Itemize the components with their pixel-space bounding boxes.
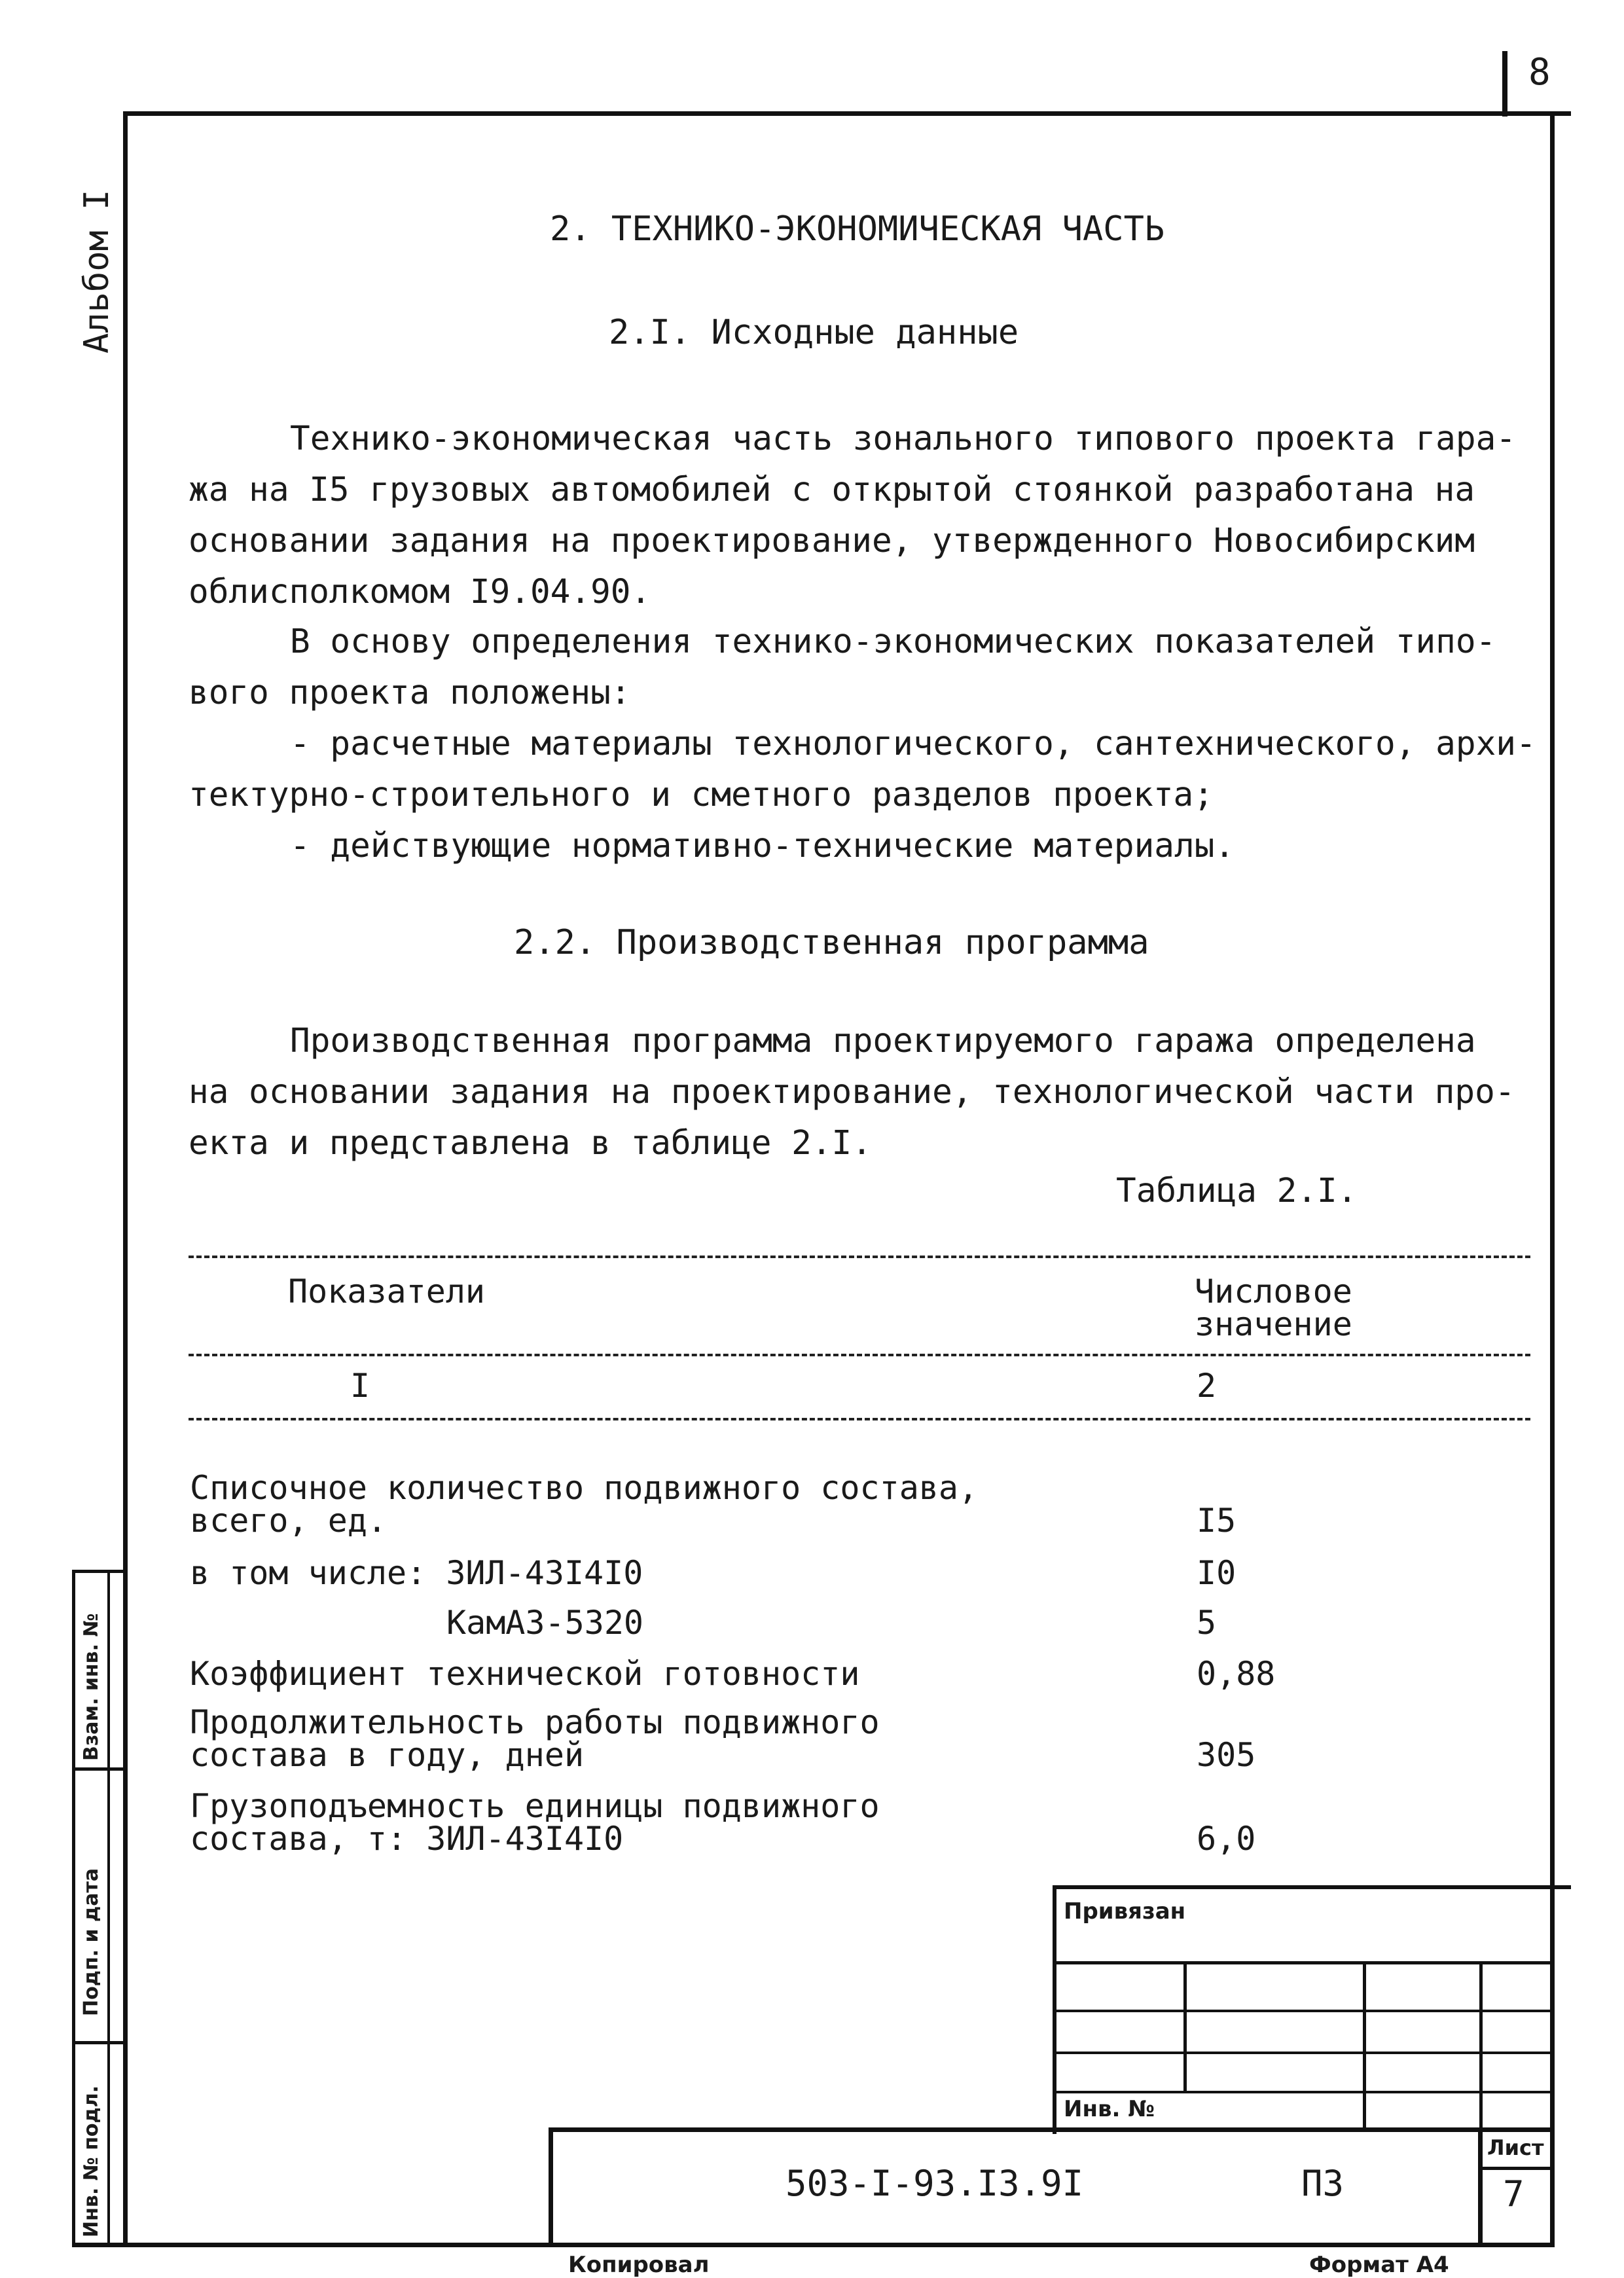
row-label: состава, т: ЗИЛ-43I4I0	[190, 1820, 624, 1858]
table-caption: Таблица 2.I.	[1116, 1172, 1358, 1210]
paragraph-2	[189, 617, 1496, 719]
privyazan-label: Привязан	[1064, 1898, 1186, 1925]
row-label: Списочное количество подвижного состава,	[190, 1469, 979, 1507]
paragraph-3-line: екта и представлена в таблице 2.I.	[189, 1124, 872, 1163]
table-header-col2-line: значение	[1195, 1305, 1352, 1343]
doc-code: 503-I-93.I3.9I	[785, 2163, 1084, 2204]
row-label: Продолжительность работы подвижного	[190, 1703, 880, 1741]
page-number: 8	[1528, 51, 1551, 94]
paragraph-1-line: основании задания на проектирование, утвержденного Новосибирским	[189, 522, 1475, 560]
subsection-2-title: 2.2. Производственная программа	[514, 923, 1149, 962]
row-label: всего, ед.	[190, 1502, 388, 1540]
row-value: 5	[1197, 1604, 1217, 1642]
table-number-col1: I	[350, 1367, 370, 1405]
paragraph-2-line: вого проекта положены:	[189, 674, 631, 712]
table-row	[190, 1703, 880, 1774]
row-value: 6,0	[1197, 1820, 1256, 1858]
row-value: I5	[1197, 1502, 1236, 1540]
table-header-col1: Показатели	[288, 1273, 486, 1311]
frame-left	[123, 111, 128, 2247]
album-label: Альбом I	[77, 189, 117, 353]
frame-right	[1550, 111, 1555, 2247]
row-value: 305	[1197, 1736, 1256, 1774]
row-value: 0,88	[1197, 1655, 1276, 1693]
table-row: Коэффициент технической готовности	[190, 1655, 860, 1693]
table-row	[190, 1469, 979, 1540]
bullet-item: тектурно-строительного и сметного разделов проекта;	[189, 776, 1214, 814]
bullet-item: - расчетные материалы технологического, сантехнического, архи-	[290, 725, 1536, 763]
footer-format: Формат А4	[1309, 2252, 1449, 2278]
paragraph-3-line: на основании задания на проектирование, технологической части про-	[189, 1073, 1515, 1112]
frame-bottom	[72, 2243, 1555, 2247]
row-value: I0	[1197, 1554, 1236, 1592]
side-stamp-vzam-inv: Взам. инв. №	[80, 1613, 103, 1761]
table-row	[190, 1787, 880, 1858]
sheet-number: 7	[1503, 2173, 1525, 2215]
paragraph-1-line: облисполкомом I9.04.90.	[189, 573, 651, 611]
paragraph-1-line: жа на I5 грузовых автомобилей с открытой стоянкой разработана на	[189, 471, 1475, 509]
bullet-list	[189, 719, 1536, 872]
section-title: 2. ТЕХНИКО-ЭКОНОМИЧЕСКАЯ ЧАСТЬ	[550, 209, 1165, 249]
footer-copied: Копировал	[568, 2252, 710, 2278]
paragraph-1-line: Технико-экономическая часть зонального типового проекта гара-	[290, 420, 1516, 458]
table-header-col2-line: Числовое	[1195, 1273, 1352, 1311]
doc-type: ПЗ	[1301, 2163, 1344, 2204]
bullet-item: - действующие нормативно-технические материалы.	[290, 827, 1235, 865]
table-top-rule	[189, 1256, 1530, 1263]
row-label: Грузоподъемность единицы подвижного	[190, 1787, 880, 1825]
frame-top	[123, 111, 1571, 116]
sheet-label: Лист	[1487, 2135, 1544, 2160]
paragraph-1	[189, 414, 1516, 618]
paragraph-3-line: Производственная программа проектируемого гаража определена	[290, 1022, 1476, 1060]
paragraph-3	[189, 1016, 1515, 1169]
table-number-col2: 2	[1197, 1367, 1217, 1405]
table-header-rule	[189, 1354, 1530, 1362]
table-row: в том числе: ЗИЛ-43I4I0	[190, 1554, 643, 1592]
table-header-col2	[1195, 1275, 1352, 1341]
side-stamp-podp-data: Подп. и дата	[80, 1868, 103, 2016]
row-label: состава в году, дней	[190, 1736, 585, 1774]
table-row: КамАЗ-5320	[446, 1604, 644, 1642]
inv-no-label: Инв. №	[1064, 2096, 1155, 2122]
side-stamp-inv-podl: Инв. № подл.	[80, 2085, 103, 2237]
table-number-rule	[189, 1418, 1530, 1426]
paragraph-2-line: В основу определения технико-экономических показателей типо-	[290, 623, 1496, 661]
subsection-1-title: 2.I. Исходные данные	[609, 313, 1019, 352]
